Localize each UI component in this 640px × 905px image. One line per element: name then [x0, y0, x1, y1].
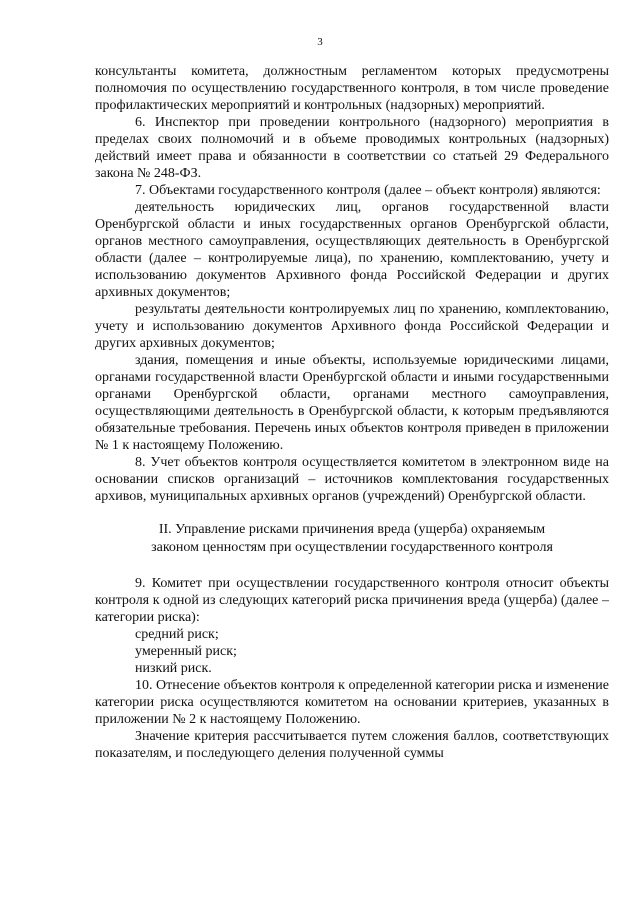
paragraph-6: 6. Инспектор при проведении контрольного (надзорного) мероприятия в пределах своих полномочий и в объеме проводимых контрольных (надзорных) действий имеет права и обязанности в соответствии со статьей 29 Федерального закона № 248-ФЗ. — [95, 115, 609, 181]
paragraph-7-item-buildings: здания, помещения и иные объекты, используемые юридическими лицами, органами государственной власти Оренбургской области и иными государственными органами Оренбургской области, органами местного самоуправления, осуществляющими деятельность в Оренбургской области, к которым предъявляются обязательные требования. Перечень иных объектов контроля приведен в приложении № 1 к настоящему Положению. — [95, 353, 609, 453]
page-number: 3 — [317, 36, 323, 48]
document-body — [95, 63, 609, 762]
paragraph-7-item-results: результаты деятельности контролируемых лиц по хранению, комплектованию, учету и использованию документов Архивного фонда Российской Федерации и других архивных документов; — [95, 302, 609, 351]
paragraph-9: 9. Комитет при осуществлении государственного контроля относит объекты контроля к одной из следующих категорий риска причинения вреда (ущерба) (далее – категории риска): — [95, 576, 609, 625]
risk-level-item: низкий риск. — [135, 661, 212, 676]
section-heading-line-1: II. Управление рисками причинения вреда (ущерба) охраняемым — [158, 522, 546, 537]
section-heading-line-2: законом ценностям при осуществлении государственного контроля — [151, 540, 553, 555]
section-heading — [95, 521, 609, 557]
risk-level-item: средний риск; — [135, 627, 219, 642]
paragraph-8: 8. Учет объектов контроля осуществляется комитетом в электронном виде на основании списков организаций – источников комплектования государственных архивов, муниципальных архивных органов (учреждений) Оренбургской области. — [95, 455, 609, 504]
paragraph-10: 10. Отнесение объектов контроля к определенной категории риска и изменение категории риска осуществляются комитетом на основании критериев, указанных в приложении № 2 к настоящему Положению. — [95, 678, 609, 727]
paragraph-7: 7. Объектами государственного контроля (далее – объект контроля) являются: — [135, 183, 601, 198]
paragraph-criterion-value: Значение критерия рассчитывается путем сложения баллов, соответствующих показателям, и последующего деления полученной суммы — [95, 729, 609, 761]
paragraph-7-item-activity: деятельность юридических лиц, органов государственной власти Оренбургской области и иных государственных органов Оренбургской области, органов местного самоуправления, осуществляющих деятельность в Оренбургской области (далее – контролируемые лица), по хранению, комплектованию, учету и использованию документов Архивного фонда Российской Федерации и других архивных документов; — [95, 200, 609, 300]
risk-level-item: умеренный риск; — [135, 644, 237, 659]
paragraph-continuation: консультанты комитета, должностным регламентом которых предусмотрены полномочия по осуществлению государственного контроля, в том числе проведение профилактических мероприятий и контрольных (надзорных) мероприятий. — [95, 64, 609, 113]
